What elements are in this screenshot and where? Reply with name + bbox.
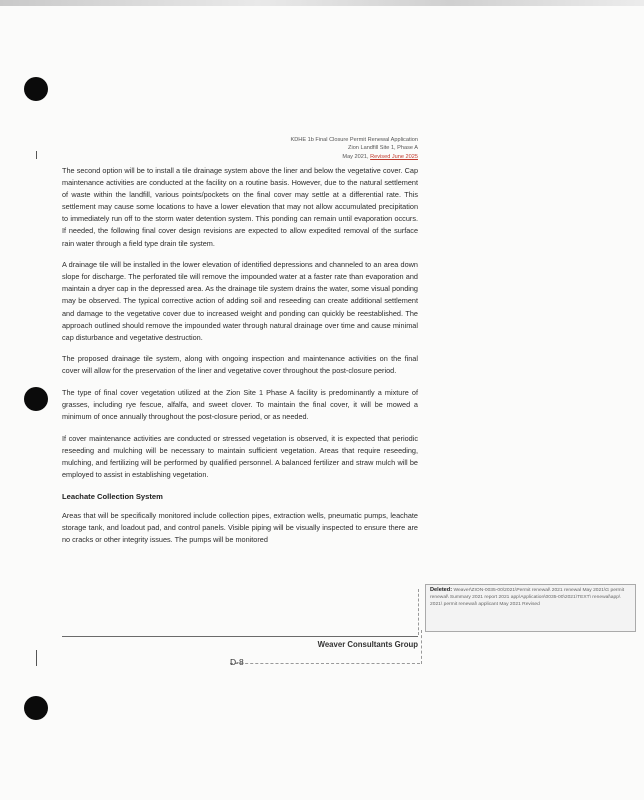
header-revision: Revised June 2025 — [370, 153, 418, 160]
binder-hole-middle — [24, 387, 48, 411]
paragraph: Areas that will be specifically monitored include collection pipes, extraction wells, pneumatic pumps, leachate storage tank, and loadout pad, and control panels. Visible piping will be visually inspected to ensure there are no cracks or other integrity issues. The pumps will be monitored — [62, 510, 418, 544]
paragraph: A drainage tile will be installed in the lower elevation of identified depressions and channeled to an area down slope for discharge. The perforated tile will remove the impounded water at a faster rate than evaporation and maintain a dryer cap in the depressed area. As the drainage tile system drains the water, some visual ponding may be observed. The typical corrective action of adding soil and reseeding can create additional settlement and damage to the vegetative cover due to increased weight and ponding can quickly be reestablished. The approach outlined should remove the impounded water through natural drainage over time and cause minimal cap disturbance and vegetative destruction. — [62, 260, 418, 342]
header-date — [291, 153, 418, 161]
change-bar-mark — [36, 151, 37, 159]
running-header — [291, 136, 418, 161]
paragraph: The type of final cover vegetation utilized at the Zion Site 1 Phase A facility is predominantly a mixture of grasses, including rye fescue, alfalfa, and sweet clover. To maintain the final cover, it will be mowed a minimum of once annually throughout the post-closure period, or as needed. — [62, 388, 418, 422]
scan-top-strip — [0, 0, 644, 6]
header-site: Zion Landfill Site 1, Phase A — [348, 145, 418, 152]
body-text — [62, 165, 418, 556]
paragraph: The proposed drainage tile system, along with ongoing inspection and maintenance activities on the final cover will allow for the preservation of the liner and vegetative cover throughout the post-closure period. — [62, 354, 418, 376]
header-date-original: May 2021, — [342, 153, 369, 160]
comment-connector — [418, 589, 420, 635]
paragraph: The second option will be to install a tile drainage system above the liner and below the vegetative cover. Cap maintenance activities are conducted at the facility on a routine basis. However, due to the natural settlement of waste within the landfill, various points/pockets on the final cover may settle at a differential rate. This settlement may cause some locations to have a lower elevation that may not allow accumulated precipitation to immediately run off to the storm water detention system. This ponding can remain until evaporation occurs. If needed, the following final cover design revisions are expected to allow expedited removal of the surface rain water through a field type drain tile system. — [62, 166, 418, 248]
comment-label: Deleted: — [430, 587, 453, 593]
comment-connector — [230, 663, 420, 664]
comment-text: Weaver\ZION-0035-00\2021\Permit renewal\ 2021 renewal May 2021\G permit renewal\ Summary 2021 report 2021 app\Application\0035-00\2021\TEXT\ renewal\app\ 2021\ permit renewal\ applicant May 2021 Revised — [430, 588, 625, 607]
binder-hole-top — [24, 77, 48, 101]
revision-comment-balloon — [425, 584, 636, 632]
page-number: D-8 — [230, 657, 244, 667]
change-bar-mark — [36, 650, 37, 666]
footer-company: Weaver Consultants Group — [317, 640, 418, 649]
section-heading: Leachate Collection System — [62, 491, 163, 501]
header-title: KDHE 1b Final Closure Permit Renewal Application — [290, 137, 418, 143]
binder-hole-bottom — [24, 696, 48, 720]
comment-connector — [421, 630, 423, 664]
footer-rule — [62, 636, 418, 637]
paragraph: If cover maintenance activities are conducted or stressed vegetation is observed, it is expected that periodic reseeding and mulching will be necessary to maintain sufficient vegetation. Areas that require reseeding, mulching, and fertilizing will be performed by qualified personnel. A balanced fertilizer and straw mulch will be employed to assist in establishing vegetation. — [62, 433, 418, 480]
